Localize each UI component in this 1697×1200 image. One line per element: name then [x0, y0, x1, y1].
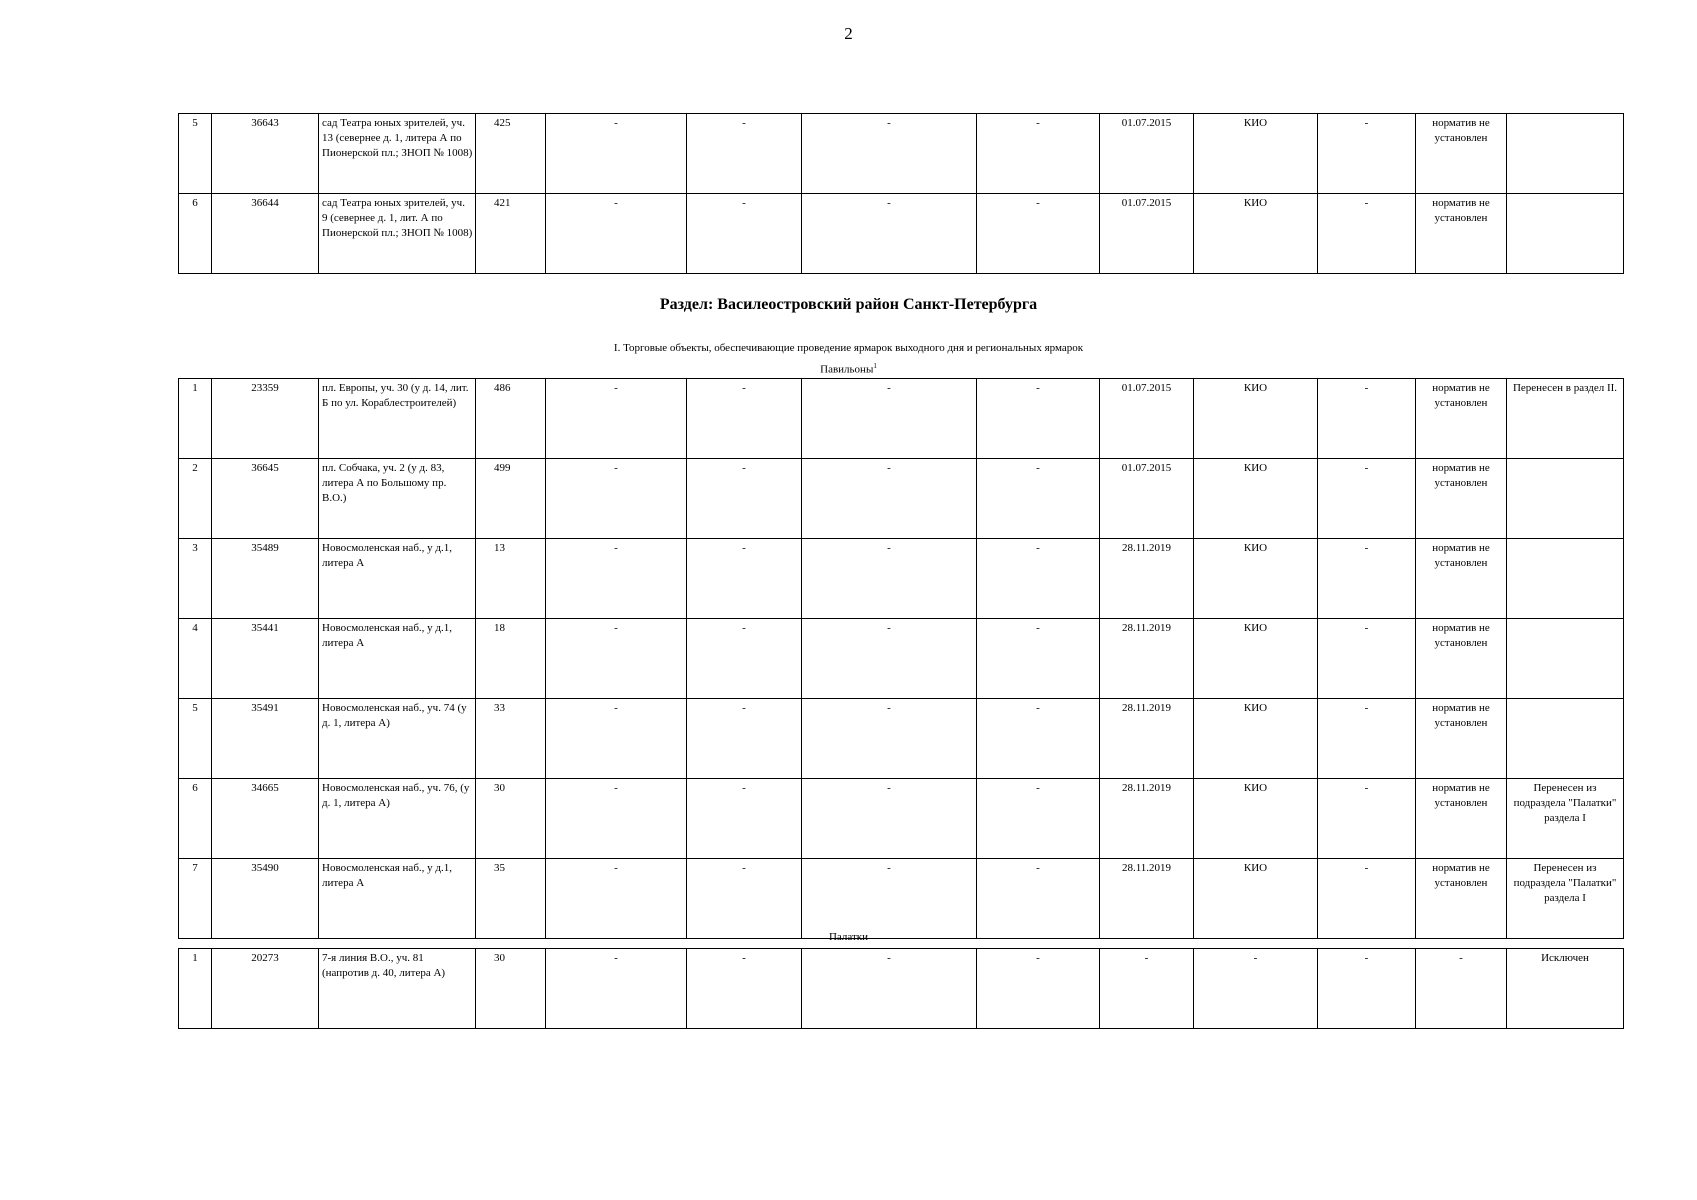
cell-object-id: 36643 — [212, 114, 319, 194]
cell-area: 421 — [476, 194, 546, 274]
cell-col-11: - — [1318, 114, 1416, 194]
table-row — [179, 779, 1624, 859]
cell-col-7: - — [802, 699, 977, 779]
cell-address: 7-я линия В.О., уч. 81 (напротив д. 40, литера А) — [319, 949, 476, 1029]
cell-col-7: - — [802, 859, 977, 939]
cell-organization: КИО — [1194, 194, 1318, 274]
pavilions-label — [0, 362, 1697, 376]
cell-col-11: - — [1318, 779, 1416, 859]
cell-note: Перенесен в раздел II. — [1507, 379, 1624, 459]
cell-row-number: 6 — [179, 194, 212, 274]
cell-col-6: - — [687, 379, 802, 459]
table-row — [179, 194, 1624, 274]
cell-organization: КИО — [1194, 859, 1318, 939]
cell-note: Перенесен из подраздела "Палатки" раздела I — [1507, 779, 1624, 859]
cell-col-5: - — [546, 459, 687, 539]
cell-row-number: 3 — [179, 539, 212, 619]
cell-col-7: - — [802, 619, 977, 699]
cell-organization: КИО — [1194, 779, 1318, 859]
cell-col-5: - — [546, 114, 687, 194]
cell-note — [1507, 114, 1624, 194]
cell-col-11: - — [1318, 379, 1416, 459]
cell-date: 01.07.2015 — [1100, 379, 1194, 459]
cell-row-number: 5 — [179, 114, 212, 194]
cell-col-5: - — [546, 379, 687, 459]
cell-col-6: - — [687, 949, 802, 1029]
cell-col-7: - — [802, 539, 977, 619]
cell-area: 13 — [476, 539, 546, 619]
cell-address: Новосмоленская наб., у д.1, литера А — [319, 859, 476, 939]
table-row — [179, 459, 1624, 539]
cell-object-id: 20273 — [212, 949, 319, 1029]
cell-object-id: 34665 — [212, 779, 319, 859]
cell-address: Новосмоленская наб., уч. 76, (у д. 1, литера А) — [319, 779, 476, 859]
cell-area: 30 — [476, 779, 546, 859]
cell-standard: - — [1416, 949, 1507, 1029]
cell-col-6: - — [687, 699, 802, 779]
cell-object-id: 35489 — [212, 539, 319, 619]
table-row — [179, 379, 1624, 459]
cell-date: 28.11.2019 — [1100, 699, 1194, 779]
table-row — [179, 539, 1624, 619]
cell-date: 01.07.2015 — [1100, 194, 1194, 274]
cell-col-8: - — [977, 539, 1100, 619]
cell-col-6: - — [687, 194, 802, 274]
cell-standard: норматив не установлен — [1416, 699, 1507, 779]
cell-date: 01.07.2015 — [1100, 114, 1194, 194]
pavilions-label-text: Павильоны — [820, 363, 874, 376]
cell-note — [1507, 699, 1624, 779]
cell-col-11: - — [1318, 539, 1416, 619]
cell-note: Перенесен из подраздела "Палатки" раздела I — [1507, 859, 1624, 939]
cell-standard: норматив не установлен — [1416, 779, 1507, 859]
cell-area: 35 — [476, 859, 546, 939]
cell-col-8: - — [977, 779, 1100, 859]
cell-col-5: - — [546, 194, 687, 274]
cell-col-8: - — [977, 459, 1100, 539]
cell-standard: норматив не установлен — [1416, 379, 1507, 459]
cell-date: 28.11.2019 — [1100, 779, 1194, 859]
cell-col-5: - — [546, 539, 687, 619]
cell-area: 30 — [476, 949, 546, 1029]
cell-address: пл. Европы, уч. 30 (у д. 14, лит. Б по ул. Кораблестроителей) — [319, 379, 476, 459]
cell-organization: КИО — [1194, 539, 1318, 619]
cell-standard: норматив не установлен — [1416, 619, 1507, 699]
cell-organization: - — [1194, 949, 1318, 1029]
cell-col-6: - — [687, 459, 802, 539]
cell-row-number: 5 — [179, 699, 212, 779]
cell-col-5: - — [546, 859, 687, 939]
cell-col-7: - — [802, 459, 977, 539]
page-number: 2 — [844, 24, 853, 43]
cell-col-6: - — [687, 779, 802, 859]
cell-date: 28.11.2019 — [1100, 859, 1194, 939]
cell-col-8: - — [977, 379, 1100, 459]
cell-col-5: - — [546, 699, 687, 779]
cell-col-6: - — [687, 539, 802, 619]
cell-row-number: 6 — [179, 779, 212, 859]
section-subtitle: I. Торговые объекты, обеспечивающие проведение ярмарок выходного дня и региональных ярмарок — [613, 342, 1084, 354]
cell-row-number: 4 — [179, 619, 212, 699]
cell-object-id: 36645 — [212, 459, 319, 539]
cell-col-6: - — [687, 619, 802, 699]
cell-col-11: - — [1318, 619, 1416, 699]
cell-col-8: - — [977, 859, 1100, 939]
cell-address: пл. Собчака, уч. 2 (у д. 83, литера А по Большому пр. В.О.) — [319, 459, 476, 539]
cell-organization: КИО — [1194, 619, 1318, 699]
cell-object-id: 36644 — [212, 194, 319, 274]
table-row — [179, 114, 1624, 194]
cell-address: сад Театра юных зрителей, уч. 13 (севернее д. 1, литера А по Пионерской пл.; ЗНОП № 1008) — [319, 114, 476, 194]
cell-col-7: - — [802, 379, 977, 459]
pavilions-footnote-mark: 1 — [873, 362, 877, 370]
cell-row-number: 1 — [179, 379, 212, 459]
table-pavilions — [178, 378, 1624, 939]
cell-col-5: - — [546, 779, 687, 859]
cell-col-8: - — [977, 949, 1100, 1029]
cell-note — [1507, 619, 1624, 699]
section-title: Раздел: Василеостровский район Санкт-Петербурга — [659, 296, 1038, 313]
cell-col-8: - — [977, 114, 1100, 194]
cell-col-7: - — [802, 779, 977, 859]
cell-organization: КИО — [1194, 459, 1318, 539]
cell-standard: норматив не установлен — [1416, 539, 1507, 619]
cell-col-6: - — [687, 114, 802, 194]
cell-area: 499 — [476, 459, 546, 539]
cell-date: 28.11.2019 — [1100, 619, 1194, 699]
cell-object-id: 23359 — [212, 379, 319, 459]
cell-standard: норматив не установлен — [1416, 859, 1507, 939]
cell-address: сад Театра юных зрителей, уч. 9 (севернее д. 1, лит. А по Пионерской пл.; ЗНОП № 1008) — [319, 194, 476, 274]
cell-date: - — [1100, 949, 1194, 1029]
table-row — [179, 949, 1624, 1029]
cell-object-id: 35490 — [212, 859, 319, 939]
table-row — [179, 699, 1624, 779]
table-top — [178, 113, 1624, 274]
table-row — [179, 619, 1624, 699]
cell-area: 486 — [476, 379, 546, 459]
cell-address: Новосмоленская наб., у д.1, литера А — [319, 619, 476, 699]
cell-standard: норматив не установлен — [1416, 194, 1507, 274]
cell-note — [1507, 194, 1624, 274]
cell-col-8: - — [977, 699, 1100, 779]
cell-row-number: 2 — [179, 459, 212, 539]
cell-area: 33 — [476, 699, 546, 779]
cell-col-5: - — [546, 619, 687, 699]
cell-address: Новосмоленская наб., у д.1, литера А — [319, 539, 476, 619]
cell-row-number: 1 — [179, 949, 212, 1029]
cell-standard: норматив не установлен — [1416, 459, 1507, 539]
table-row — [179, 859, 1624, 939]
cell-note — [1507, 539, 1624, 619]
cell-note: Исключен — [1507, 949, 1624, 1029]
cell-object-id: 35491 — [212, 699, 319, 779]
cell-area: 425 — [476, 114, 546, 194]
table-tents — [178, 948, 1624, 1029]
cell-organization: КИО — [1194, 699, 1318, 779]
cell-col-7: - — [802, 194, 977, 274]
cell-organization: КИО — [1194, 114, 1318, 194]
cell-col-11: - — [1318, 949, 1416, 1029]
cell-address: Новосмоленская наб., уч. 74 (у д. 1, литера А) — [319, 699, 476, 779]
cell-col-11: - — [1318, 194, 1416, 274]
cell-standard: норматив не установлен — [1416, 114, 1507, 194]
cell-col-8: - — [977, 194, 1100, 274]
cell-col-7: - — [802, 114, 977, 194]
cell-col-5: - — [546, 949, 687, 1029]
tents-label: Палатки — [828, 931, 869, 943]
cell-col-7: - — [802, 949, 977, 1029]
cell-date: 28.11.2019 — [1100, 539, 1194, 619]
cell-col-11: - — [1318, 859, 1416, 939]
cell-object-id: 35441 — [212, 619, 319, 699]
cell-col-8: - — [977, 619, 1100, 699]
cell-row-number: 7 — [179, 859, 212, 939]
cell-note — [1507, 459, 1624, 539]
cell-date: 01.07.2015 — [1100, 459, 1194, 539]
cell-col-11: - — [1318, 459, 1416, 539]
cell-col-6: - — [687, 859, 802, 939]
cell-area: 18 — [476, 619, 546, 699]
cell-organization: КИО — [1194, 379, 1318, 459]
cell-col-11: - — [1318, 699, 1416, 779]
